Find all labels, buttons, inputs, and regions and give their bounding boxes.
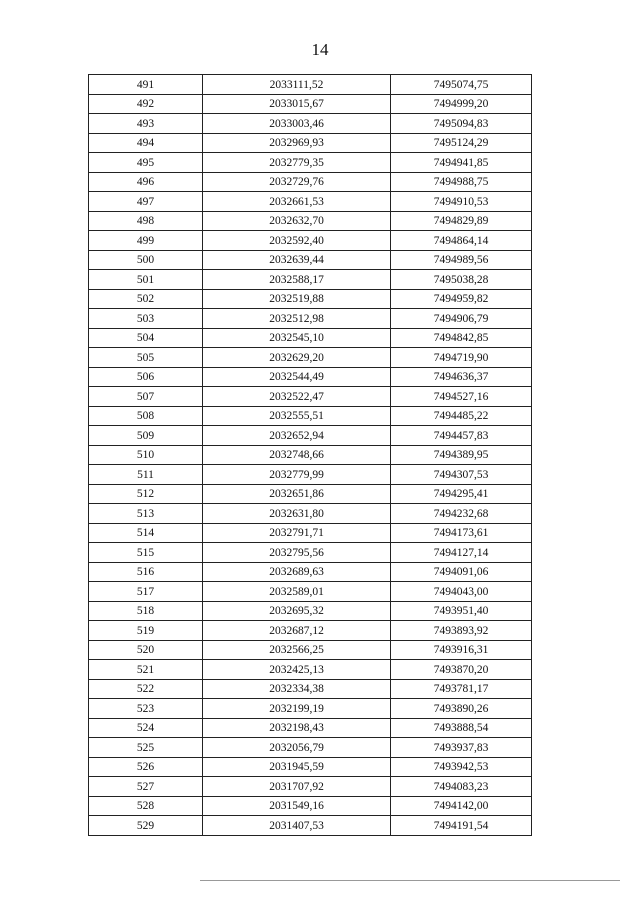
- table-row: [89, 504, 532, 524]
- table-row: [89, 582, 532, 602]
- point-number-cell: 527: [89, 777, 203, 797]
- table-row: [89, 679, 532, 699]
- coordinates-table: [88, 74, 532, 836]
- point-number-cell: 501: [89, 270, 203, 290]
- x-coordinate-cell: 2031707,92: [203, 777, 391, 797]
- table-row: [89, 816, 532, 836]
- point-number-cell: 493: [89, 114, 203, 134]
- y-coordinate-cell: 7494527,16: [391, 387, 532, 407]
- table-row: [89, 445, 532, 465]
- table-row: [89, 367, 532, 387]
- point-number-cell: 516: [89, 562, 203, 582]
- x-coordinate-cell: 2033003,46: [203, 114, 391, 134]
- x-coordinate-cell: 2032632,70: [203, 211, 391, 231]
- point-number-cell: 521: [89, 660, 203, 680]
- point-number-cell: 519: [89, 621, 203, 641]
- table-row: [89, 406, 532, 426]
- point-number-cell: 499: [89, 231, 203, 251]
- y-coordinate-cell: 7494485,22: [391, 406, 532, 426]
- y-coordinate-cell: 7494959,82: [391, 289, 532, 309]
- x-coordinate-cell: 2032661,53: [203, 192, 391, 212]
- x-coordinate-cell: 2032592,40: [203, 231, 391, 251]
- point-number-cell: 509: [89, 426, 203, 446]
- point-number-cell: 510: [89, 445, 203, 465]
- y-coordinate-cell: 7494989,56: [391, 250, 532, 270]
- table-row: [89, 562, 532, 582]
- y-coordinate-cell: 7494191,54: [391, 816, 532, 836]
- table-row: [89, 640, 532, 660]
- x-coordinate-cell: 2032555,51: [203, 406, 391, 426]
- y-coordinate-cell: 7494842,85: [391, 328, 532, 348]
- point-number-cell: 511: [89, 465, 203, 485]
- y-coordinate-cell: 7494457,83: [391, 426, 532, 446]
- coordinates-table-body: [89, 75, 532, 836]
- y-coordinate-cell: 7494941,85: [391, 153, 532, 173]
- x-coordinate-cell: 2032695,32: [203, 601, 391, 621]
- x-coordinate-cell: 2032334,38: [203, 679, 391, 699]
- y-coordinate-cell: 7494910,53: [391, 192, 532, 212]
- table-row: [89, 796, 532, 816]
- y-coordinate-cell: 7493888,54: [391, 718, 532, 738]
- x-coordinate-cell: 2032652,94: [203, 426, 391, 446]
- y-coordinate-cell: 7493916,31: [391, 640, 532, 660]
- point-number-cell: 500: [89, 250, 203, 270]
- table-row: [89, 660, 532, 680]
- x-coordinate-cell: 2033111,52: [203, 75, 391, 95]
- y-coordinate-cell: 7494999,20: [391, 94, 532, 114]
- y-coordinate-cell: 7494829,89: [391, 211, 532, 231]
- point-number-cell: 505: [89, 348, 203, 368]
- table-row: [89, 777, 532, 797]
- x-coordinate-cell: 2031549,16: [203, 796, 391, 816]
- x-coordinate-cell: 2032056,79: [203, 738, 391, 758]
- table-row: [89, 211, 532, 231]
- point-number-cell: 526: [89, 757, 203, 777]
- point-number-cell: 496: [89, 172, 203, 192]
- y-coordinate-cell: 7494307,53: [391, 465, 532, 485]
- point-number-cell: 514: [89, 523, 203, 543]
- table-row: [89, 309, 532, 329]
- y-coordinate-cell: 7495094,83: [391, 114, 532, 134]
- table-row: [89, 172, 532, 192]
- x-coordinate-cell: 2033015,67: [203, 94, 391, 114]
- point-number-cell: 491: [89, 75, 203, 95]
- x-coordinate-cell: 2031407,53: [203, 816, 391, 836]
- point-number-cell: 507: [89, 387, 203, 407]
- y-coordinate-cell: 7494988,75: [391, 172, 532, 192]
- point-number-cell: 502: [89, 289, 203, 309]
- bottom-rule: [200, 880, 620, 881]
- x-coordinate-cell: 2032425,13: [203, 660, 391, 680]
- y-coordinate-cell: 7493937,83: [391, 738, 532, 758]
- x-coordinate-cell: 2032639,44: [203, 250, 391, 270]
- point-number-cell: 512: [89, 484, 203, 504]
- point-number-cell: 508: [89, 406, 203, 426]
- y-coordinate-cell: 7495038,28: [391, 270, 532, 290]
- x-coordinate-cell: 2032566,25: [203, 640, 391, 660]
- table-row: [89, 718, 532, 738]
- point-number-cell: 528: [89, 796, 203, 816]
- point-number-cell: 522: [89, 679, 203, 699]
- y-coordinate-cell: 7494864,14: [391, 231, 532, 251]
- x-coordinate-cell: 2032588,17: [203, 270, 391, 290]
- x-coordinate-cell: 2032629,20: [203, 348, 391, 368]
- y-coordinate-cell: 7494083,23: [391, 777, 532, 797]
- table-row: [89, 465, 532, 485]
- y-coordinate-cell: 7494295,41: [391, 484, 532, 504]
- point-number-cell: 497: [89, 192, 203, 212]
- y-coordinate-cell: 7494232,68: [391, 504, 532, 524]
- x-coordinate-cell: 2032779,35: [203, 153, 391, 173]
- x-coordinate-cell: 2032544,49: [203, 367, 391, 387]
- table-row: [89, 387, 532, 407]
- point-number-cell: 524: [89, 718, 203, 738]
- y-coordinate-cell: 7493890,26: [391, 699, 532, 719]
- table-row: [89, 133, 532, 153]
- y-coordinate-cell: 7493781,17: [391, 679, 532, 699]
- point-number-cell: 498: [89, 211, 203, 231]
- point-number-cell: 529: [89, 816, 203, 836]
- table-row: [89, 270, 532, 290]
- x-coordinate-cell: 2032198,43: [203, 718, 391, 738]
- table-row: [89, 757, 532, 777]
- table-row: [89, 328, 532, 348]
- table-row: [89, 621, 532, 641]
- x-coordinate-cell: 2032969,93: [203, 133, 391, 153]
- point-number-cell: 520: [89, 640, 203, 660]
- x-coordinate-cell: 2032748,66: [203, 445, 391, 465]
- y-coordinate-cell: 7493870,20: [391, 660, 532, 680]
- point-number-cell: 503: [89, 309, 203, 329]
- table-row: [89, 523, 532, 543]
- table-row: [89, 348, 532, 368]
- point-number-cell: 494: [89, 133, 203, 153]
- x-coordinate-cell: 2031945,59: [203, 757, 391, 777]
- point-number-cell: 506: [89, 367, 203, 387]
- x-coordinate-cell: 2032795,56: [203, 543, 391, 563]
- table-row: [89, 231, 532, 251]
- table-row: [89, 153, 532, 173]
- point-number-cell: 513: [89, 504, 203, 524]
- table-row: [89, 426, 532, 446]
- x-coordinate-cell: 2032729,76: [203, 172, 391, 192]
- x-coordinate-cell: 2032522,47: [203, 387, 391, 407]
- y-coordinate-cell: 7494127,14: [391, 543, 532, 563]
- y-coordinate-cell: 7494389,95: [391, 445, 532, 465]
- x-coordinate-cell: 2032545,10: [203, 328, 391, 348]
- point-number-cell: 492: [89, 94, 203, 114]
- table-row: [89, 114, 532, 134]
- table-row: [89, 601, 532, 621]
- x-coordinate-cell: 2032779,99: [203, 465, 391, 485]
- x-coordinate-cell: 2032512,98: [203, 309, 391, 329]
- table-row: [89, 738, 532, 758]
- point-number-cell: 495: [89, 153, 203, 173]
- table-row: [89, 250, 532, 270]
- y-coordinate-cell: 7493951,40: [391, 601, 532, 621]
- table-row: [89, 484, 532, 504]
- point-number-cell: 517: [89, 582, 203, 602]
- x-coordinate-cell: 2032199,19: [203, 699, 391, 719]
- point-number-cell: 515: [89, 543, 203, 563]
- x-coordinate-cell: 2032689,63: [203, 562, 391, 582]
- y-coordinate-cell: 7495074,75: [391, 75, 532, 95]
- x-coordinate-cell: 2032687,12: [203, 621, 391, 641]
- y-coordinate-cell: 7494719,90: [391, 348, 532, 368]
- point-number-cell: 518: [89, 601, 203, 621]
- y-coordinate-cell: 7494173,61: [391, 523, 532, 543]
- y-coordinate-cell: 7494142,00: [391, 796, 532, 816]
- table-row: [89, 543, 532, 563]
- y-coordinate-cell: 7494636,37: [391, 367, 532, 387]
- x-coordinate-cell: 2032589,01: [203, 582, 391, 602]
- table-row: [89, 75, 532, 95]
- point-number-cell: 525: [89, 738, 203, 758]
- x-coordinate-cell: 2032791,71: [203, 523, 391, 543]
- table-row: [89, 192, 532, 212]
- page-number: 14: [311, 40, 329, 59]
- point-number-cell: 504: [89, 328, 203, 348]
- x-coordinate-cell: 2032631,80: [203, 504, 391, 524]
- table-row: [89, 699, 532, 719]
- y-coordinate-cell: 7494043,00: [391, 582, 532, 602]
- x-coordinate-cell: 2032651,86: [203, 484, 391, 504]
- y-coordinate-cell: 7493893,92: [391, 621, 532, 641]
- point-number-cell: 523: [89, 699, 203, 719]
- x-coordinate-cell: 2032519,88: [203, 289, 391, 309]
- y-coordinate-cell: 7494906,79: [391, 309, 532, 329]
- table-row: [89, 94, 532, 114]
- table-row: [89, 289, 532, 309]
- y-coordinate-cell: 7494091,06: [391, 562, 532, 582]
- y-coordinate-cell: 7493942,53: [391, 757, 532, 777]
- y-coordinate-cell: 7495124,29: [391, 133, 532, 153]
